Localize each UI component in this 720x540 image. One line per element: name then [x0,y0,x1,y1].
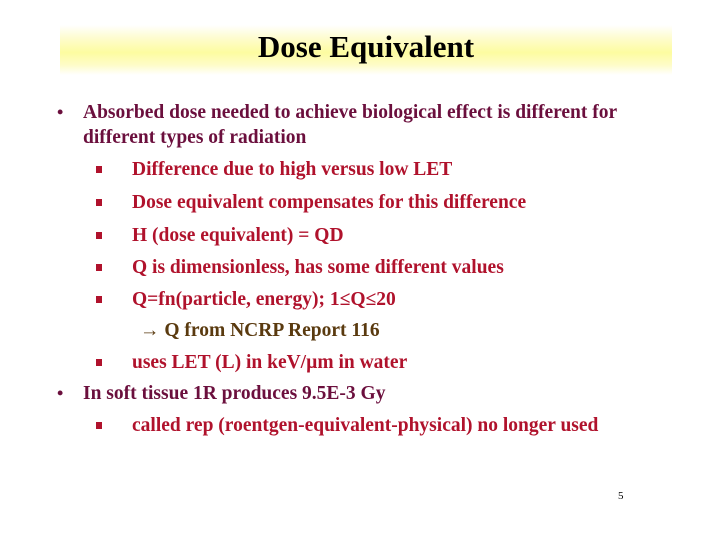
square-bullet-icon [96,422,102,429]
square-bullet-icon [96,166,102,173]
bullet-text: uses LET (L) in keV/µm in water [132,352,408,373]
bullet-item-level2 [132,157,672,182]
round-bullet-icon: • [57,102,64,122]
bullet-item-level2 [132,350,672,375]
round-bullet-icon: • [57,383,64,403]
square-bullet-icon [96,359,102,366]
bullet-item-level2 [132,223,672,248]
bullet-item-level1 [57,381,663,406]
bullet-text: Difference due to high versus low LET [132,159,453,180]
bullet-text: Absorbed dose needed to achieve biological effect is different for different types of radiation [83,102,617,148]
bullet-item-level2 [132,413,662,438]
square-bullet-icon [96,199,102,206]
bullet-text: called rep (roentgen-equivalent-physical) no longer used [132,415,599,436]
bullet-text: Q=fn(particle, energy); 1≤Q≤20 [132,289,396,310]
bullet-text: Q from NCRP Report 116 [164,320,380,341]
bullet-item-level2 [132,287,672,312]
bullet-item-level2 [132,190,672,215]
square-bullet-icon [96,296,102,303]
page-number: 5 [618,490,624,502]
slide-title: Dose Equivalent [257,29,475,64]
bullet-item-level1 [57,100,663,150]
bullet-text: Q is dimensionless, has some different values [132,257,504,278]
arrow-icon: → [140,320,160,341]
square-bullet-icon [96,232,102,239]
bullet-text: H (dose equivalent) = QD [132,225,344,246]
bullet-text: In soft tissue 1R produces 9.5E-3 Gy [83,383,386,404]
bullet-item-level3 [140,318,660,343]
bullet-text: Dose equivalent compensates for this difference [132,192,527,213]
square-bullet-icon [96,264,102,271]
bullet-item-level2 [132,255,672,280]
